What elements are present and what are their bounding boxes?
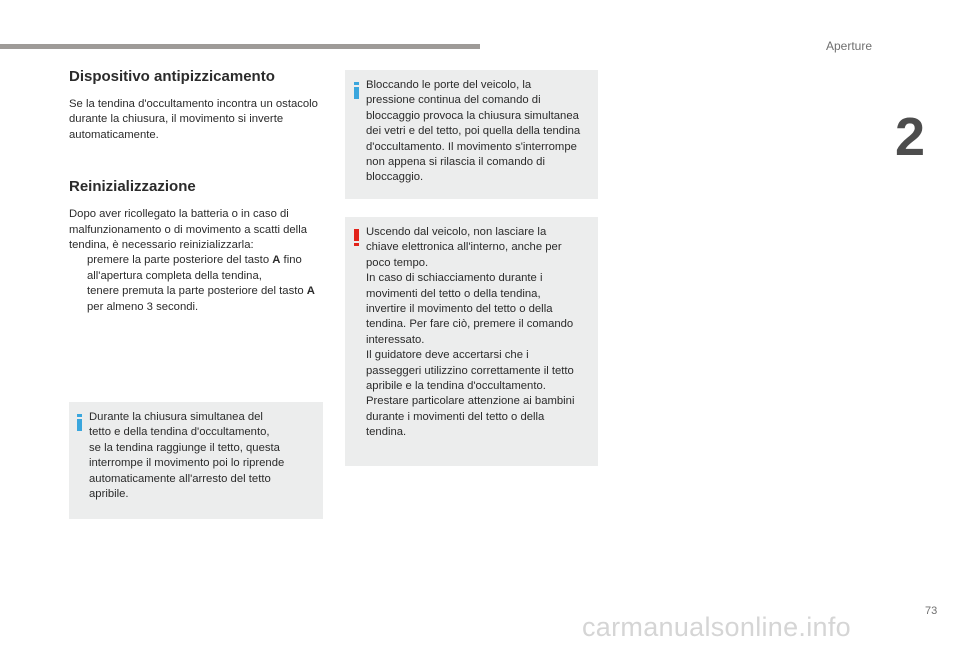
note-line: bloccaggio provoca la chiusura simultanea xyxy=(366,109,579,122)
note-line: interessato. xyxy=(366,333,425,346)
note-line: poco tempo. xyxy=(366,256,429,269)
chapter-number: 2 xyxy=(894,107,926,167)
note-line: invertire il movimento del tetto o della xyxy=(366,303,553,316)
anti-pinch-text: Se la tendina d'occultamento incontra un ostacolo durante la chiusura, il movimento si inverte automaticamente. xyxy=(69,98,318,141)
note-line: movimenti del tetto o della tendina, xyxy=(366,287,541,300)
note-line: d'occultamento. Il movimento s'interrompe xyxy=(366,140,577,153)
note-line: se la tendina raggiunge il tetto, questa xyxy=(89,441,280,454)
note-line: passeggeri utilizzino correttamente il tetto xyxy=(366,364,574,377)
info-icon xyxy=(354,82,359,99)
note-line: pressione continua del comando di xyxy=(366,94,541,107)
note-line: apribile. xyxy=(89,488,129,501)
bullet-marker xyxy=(69,253,87,284)
safety-warning-note xyxy=(345,217,598,466)
left-column xyxy=(69,68,325,315)
watermark: carmanualsonline.info xyxy=(582,612,851,642)
key-label: A xyxy=(272,254,281,267)
note-line: non appena si rilascia il comando di xyxy=(366,156,545,169)
note-line: Bloccando le porte del veicolo, la xyxy=(366,79,532,91)
bullet-marker xyxy=(69,284,87,315)
reset-step-text: premere la parte posteriore del tasto A fino all'apertura completa della tendina, xyxy=(87,254,302,282)
note-line: Il guidatore deve accertarsi che i xyxy=(366,349,529,362)
note-line: Prestare particolare attenzione ai bambini xyxy=(366,395,575,408)
note-line: In caso di schiacciamento durante i xyxy=(366,272,543,285)
note-line: dei vetri e del tetto, poi quella della tendina xyxy=(366,125,581,138)
note-line: Durante la chiusura simultanea del xyxy=(89,411,263,423)
locking-info-text xyxy=(366,78,594,186)
note-line: apribile e la tendina d'occultamento. xyxy=(366,380,546,393)
reset-heading: Reinizializzazione xyxy=(69,178,196,196)
note-line: automaticamente all'arresto del tetto xyxy=(89,472,271,485)
reset-step-text: tenere premuta la parte posteriore del tasto A per almeno 3 secondi. xyxy=(87,285,315,313)
note-line: durante i movimenti del tetto o della xyxy=(366,410,545,423)
closing-info-text xyxy=(89,410,317,502)
reset-step xyxy=(69,253,325,284)
note-line: tendina. xyxy=(366,426,407,439)
key-label: A xyxy=(306,285,315,298)
safety-warning-text xyxy=(366,225,594,441)
note-line: interrompe il movimento poi lo riprende xyxy=(89,457,285,470)
note-line: bloccaggio. xyxy=(366,171,424,184)
locking-info-note xyxy=(345,70,598,199)
note-line: Uscendo dal veicolo, non lasciare la xyxy=(366,226,547,238)
header-accent-bar xyxy=(0,44,480,49)
warning-icon xyxy=(354,229,359,246)
anti-pinch-heading: Dispositivo antipizzicamento xyxy=(69,68,275,85)
info-icon xyxy=(77,414,82,431)
note-line: tendina. Per fare ciò, premere il comando xyxy=(366,318,574,331)
note-line: tetto e della tendina d'occultamento, xyxy=(89,426,270,439)
page-number: 73 xyxy=(925,605,938,617)
note-line: chiave elettronica all'interno, anche per xyxy=(366,241,562,254)
reset-steps-list xyxy=(69,253,325,315)
closing-info-note xyxy=(69,402,323,519)
section-title: Aperture xyxy=(826,39,873,53)
reset-intro: Dopo aver ricollegato la batteria o in caso di malfunzionamento o di movimento a scatti della tendina, è necessario reinizializzarla: xyxy=(69,208,307,252)
reset-step xyxy=(69,284,325,315)
